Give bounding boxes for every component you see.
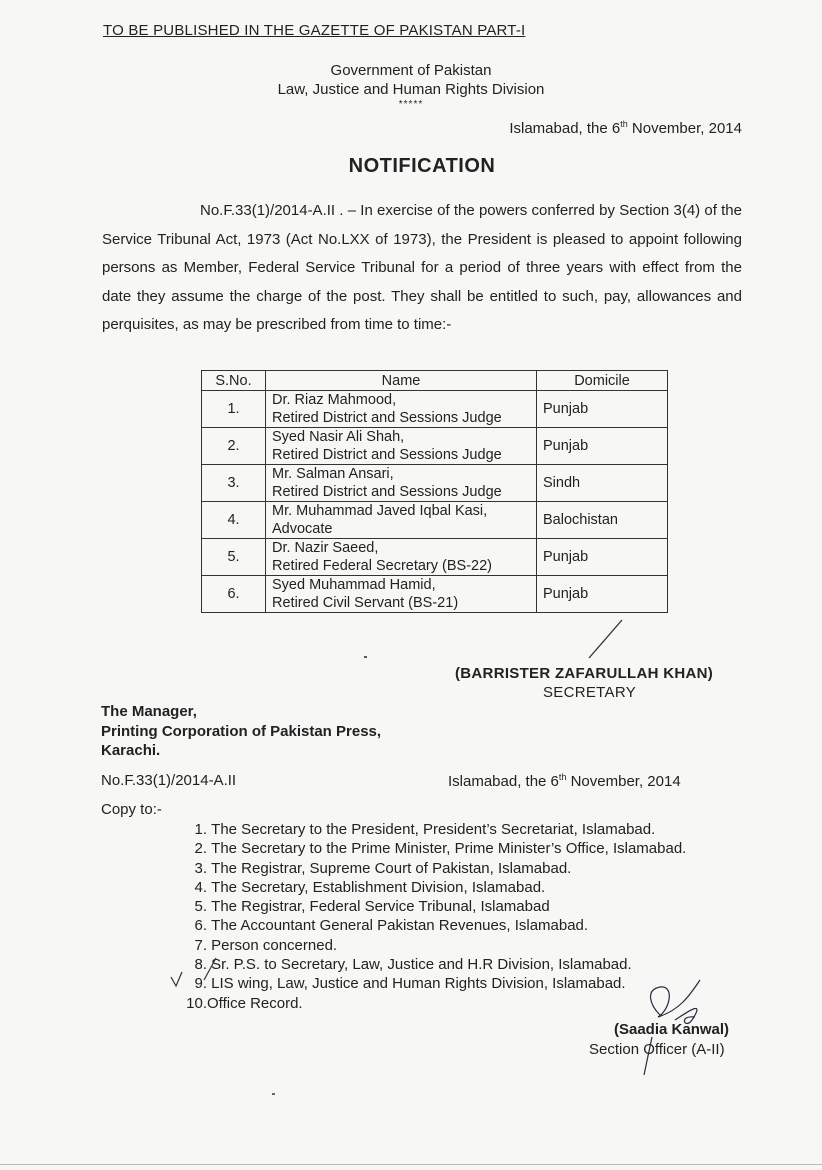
cell-name: Syed Nasir Ali Shah, Retired District and Sessions Judge [266, 428, 537, 465]
cell-domicile: Punjab [537, 576, 668, 613]
table-row [202, 502, 668, 539]
section-officer-name: (Saadia Kanwal) [614, 1021, 730, 1038]
notification-date: Islamabad, the 6th November, 2014 [509, 119, 742, 137]
cell-name: Dr. Nazir Saeed, Retired Federal Secretary (BS-22) [266, 539, 537, 576]
speck [272, 1093, 275, 1095]
list-item: 5. The Registrar, Federal Service Tribunal, Islamabad [194, 898, 550, 916]
section-officer-title: Section Officer (A-II) [589, 1041, 725, 1058]
cell-name: Mr. Muhammad Javed Iqbal Kasi, Advocate [266, 502, 537, 539]
cell-domicile: Sindh [537, 465, 668, 502]
addressee-line: Karachi. [101, 742, 161, 759]
table-row [202, 576, 668, 613]
cell-sno: 2. [202, 428, 266, 465]
list-item: 10.Office Record. [186, 994, 303, 1012]
list-item: 6. The Accountant General Pakistan Revenues, Islamabad. [194, 917, 589, 935]
government-title: Government of Pakistan [330, 62, 492, 79]
cell-domicile: Punjab [537, 428, 668, 465]
list-item: 9. LIS wing, Law, Justice and Human Rights Division, Islamabad. [194, 975, 626, 993]
speck [364, 656, 367, 658]
header-name: Name [266, 371, 537, 391]
header-sno: S.No. [202, 371, 266, 391]
gazette-heading: TO BE PUBLISHED IN THE GAZETTE OF PAKISTAN PART-I [103, 22, 526, 39]
signatory-name: (BARRISTER ZAFARULLAH KHAN) [455, 665, 714, 682]
addressee-line: Printing Corporation of Pakistan Press, [101, 722, 382, 740]
table-row [202, 539, 668, 576]
notification-body-text: No.F.33(1)/2014-A.II . – In exercise of the powers conferred by Section 3(4) of the Service Tribunal Act, 1973 (Act No.LXX of 1973), the President is pleased to appoint following persons as Member, Federal Service Tribunal for a period of three years with effect from the date they assume the charge of the post. They shall be entitled to such, pay, allowances and perquisites, as may be prescribed from time to time:- [102, 202, 742, 334]
table-row [202, 391, 668, 428]
header-domicile: Domicile [537, 371, 668, 391]
signature-mark [585, 618, 630, 660]
scan-edge [0, 1164, 822, 1165]
cell-sno: 1. [202, 391, 266, 428]
stars-divider: ***** [398, 99, 424, 110]
copy-to-list [178, 820, 686, 1013]
addressee-line: The Manager, [101, 703, 197, 720]
list-item: 1. The Secretary to the President, President’s Secretariat, Islamabad. [194, 821, 656, 838]
table-header-row [202, 371, 668, 391]
copy-to-label: Copy to:- [101, 801, 162, 818]
list-item: 7. Person concerned. [194, 936, 338, 954]
cell-name: Dr. Riaz Mahmood, Retired District and Sessions Judge [266, 391, 537, 428]
table-row [202, 428, 668, 465]
cell-domicile: Punjab [537, 391, 668, 428]
list-item: 8. Sr. P.S. to Secretary, Law, Justice and H.R Division, Islamabad. [194, 956, 632, 974]
cell-name: Mr. Salman Ansari, Retired District and Sessions Judge [266, 465, 537, 502]
list-item: 3. The Registrar, Supreme Court of Pakistan, Islamabad. [194, 859, 572, 877]
reference-date: Islamabad, the 6th November, 2014 [448, 772, 681, 790]
cell-domicile: Punjab [537, 539, 668, 576]
reference-number: No.F.33(1)/2014-A.II [101, 772, 237, 789]
cell-sno: 6. [202, 576, 266, 613]
signatory-title: SECRETARY [543, 684, 637, 701]
notification-body [102, 197, 742, 340]
addressee-block [101, 702, 381, 761]
cell-sno: 5. [202, 539, 266, 576]
cell-sno: 4. [202, 502, 266, 539]
handwritten-tick-marks [168, 950, 218, 990]
list-item: 2. The Secretary to the Prime Minister, Prime Minister’s Office, Islamabad. [194, 840, 687, 858]
appointees-table [201, 370, 668, 613]
cell-sno: 3. [202, 465, 266, 502]
cell-name: Syed Muhammad Hamid, Retired Civil Servant (BS-21) [266, 576, 537, 613]
notification-title: NOTIFICATION [348, 155, 496, 177]
list-item: 4. The Secretary, Establishment Division, Islamabad. [194, 878, 546, 896]
division-title: Law, Justice and Human Rights Division [277, 81, 545, 98]
cell-domicile: Balochistan [537, 502, 668, 539]
table-row [202, 465, 668, 502]
